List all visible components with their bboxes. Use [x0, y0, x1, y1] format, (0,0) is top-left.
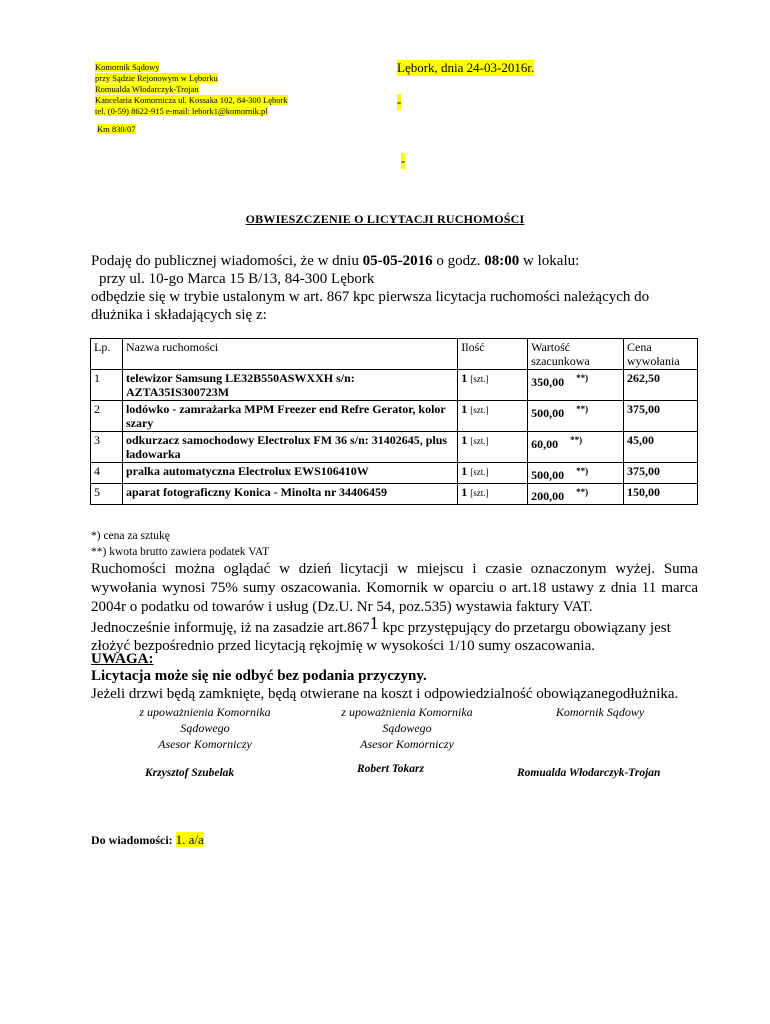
table-row: 3 odkurzacz samochodowy Electrolux FM 36 s/n: 31402645, plus ładowarka 1 [szt.] 60,00 **) 45,00	[91, 432, 698, 463]
table-row: 4 pralka automatyczna Electrolux EWS106410W 1 [szt.] 500,00 **) 375,00	[91, 463, 698, 484]
warning-text: Licytacja może się nie odbyć bez podania przyczyny.	[91, 668, 427, 684]
distribution-line: Do wiadomości: 1. a/a	[91, 832, 204, 847]
footnote: *) cena za sztukę	[91, 530, 170, 542]
signature-block: z upoważnienia Komornika Sądowego Asesor Komorniczy	[139, 705, 271, 751]
signatory-name: Robert Tokarz	[357, 763, 424, 775]
case-number: Km 830/07	[97, 124, 136, 134]
date-line: Lębork, dnia 24-03-2016r.	[397, 60, 535, 75]
table-row: 1 telewizor Samsung LE32B550ASWXXH s/n: AZTA35IS300723M 1 [szt.] 350,00 **) 262,50	[91, 370, 698, 401]
signatory-name: Krzysztof Szubelak	[145, 767, 235, 779]
office-line: Romualda Włodarczyk-Trojan	[95, 84, 199, 94]
col-qty: Ilość	[458, 339, 528, 370]
col-name: Nazwa ruchomości	[122, 339, 457, 370]
table-row: 2 lodówko - zamrażarka MPM Freezer end Refre Gerator, kolor szary 1 [szt.] 500,00 **) 375,00	[91, 401, 698, 432]
signature-block: Komornik Sądowy	[555, 705, 645, 719]
doors-paragraph: Jeżeli drzwi będą zamknięte, będą otwierane na koszt i odpowiedzialność obowiązanegodłużnika.	[91, 686, 679, 702]
signatory-name: Romualda Włodarczyk-Trojan	[517, 767, 661, 779]
intro-paragraph: Podaję do publicznej wiadomości, że w dniu 05-05-2016 o godz. 08:00 w lokalu: przy ul. 10-go Marca 15 B/13, 84-300 Lębork odbędzie się w trybie ustalonym w art. 867 kpc pierwsza licytacja ruchomości należących do dłużnika i składających się z:	[91, 253, 650, 323]
signature-block: z upoważnienia Komornika Sądowego Asesor Komorniczy	[341, 705, 473, 751]
office-line: przy Sądzie Rejonowym w Lęborku	[95, 73, 218, 83]
footnotes	[91, 528, 269, 560]
placeholder-dash: -	[401, 153, 406, 168]
deposit-paragraph: Jednocześnie informuję, iż na zasadzie art.8671 kpc przystępujący do przetargu obowiązany jest złożyć bezpośrednio przed licytacją rękojmię w wysokości 1/10 sumy oszacowania.	[91, 613, 671, 654]
page-title: OBWIESZCZENIE O LICYTACJI RUCHOMOŚCI	[245, 212, 525, 226]
warning-heading: UWAGA:	[91, 651, 154, 667]
distribution-value: 1. a/a	[175, 832, 204, 847]
footnote: **) kwota brutto zawiera podatek VAT	[91, 546, 270, 558]
office-line: tel. (0-59) 8622-915 e-mail: lebork1@komornik.pl	[95, 106, 268, 116]
table-row: 5 aparat fotograficzny Konica - Minolta nr 34406459 1 [szt.] 200,00 **) 150,00	[91, 484, 698, 505]
placeholder-dash: -	[397, 94, 402, 109]
auction-time: 08:00	[484, 253, 520, 269]
office-line: Komornik Sądowy	[95, 62, 160, 72]
viewing-paragraph: Ruchomości można oglądać w dzień licytacji w miejscu i czasie oznaczonym wyżej. Suma wywołania wynosi 75% sumy oszacowania. Komornik w oparciu o art.18 ustawy z dnia 11 marca 2004r o podatku od towarów i usług (Dz.U. Nr 54, poz.535) wystawia faktury VAT.	[91, 561, 698, 615]
office-line: Kancelaria Komornicza ul. Kossaka 102, 84-300 Lębork	[95, 95, 288, 105]
items-table	[90, 338, 698, 505]
auction-date: 05-05-2016	[362, 253, 433, 269]
table-header	[91, 339, 698, 370]
col-price: Cena wywołania	[624, 339, 698, 370]
col-lp: Lp.	[91, 339, 123, 370]
office-header	[95, 62, 288, 135]
col-value: Wartość szacunkowa	[528, 339, 624, 370]
